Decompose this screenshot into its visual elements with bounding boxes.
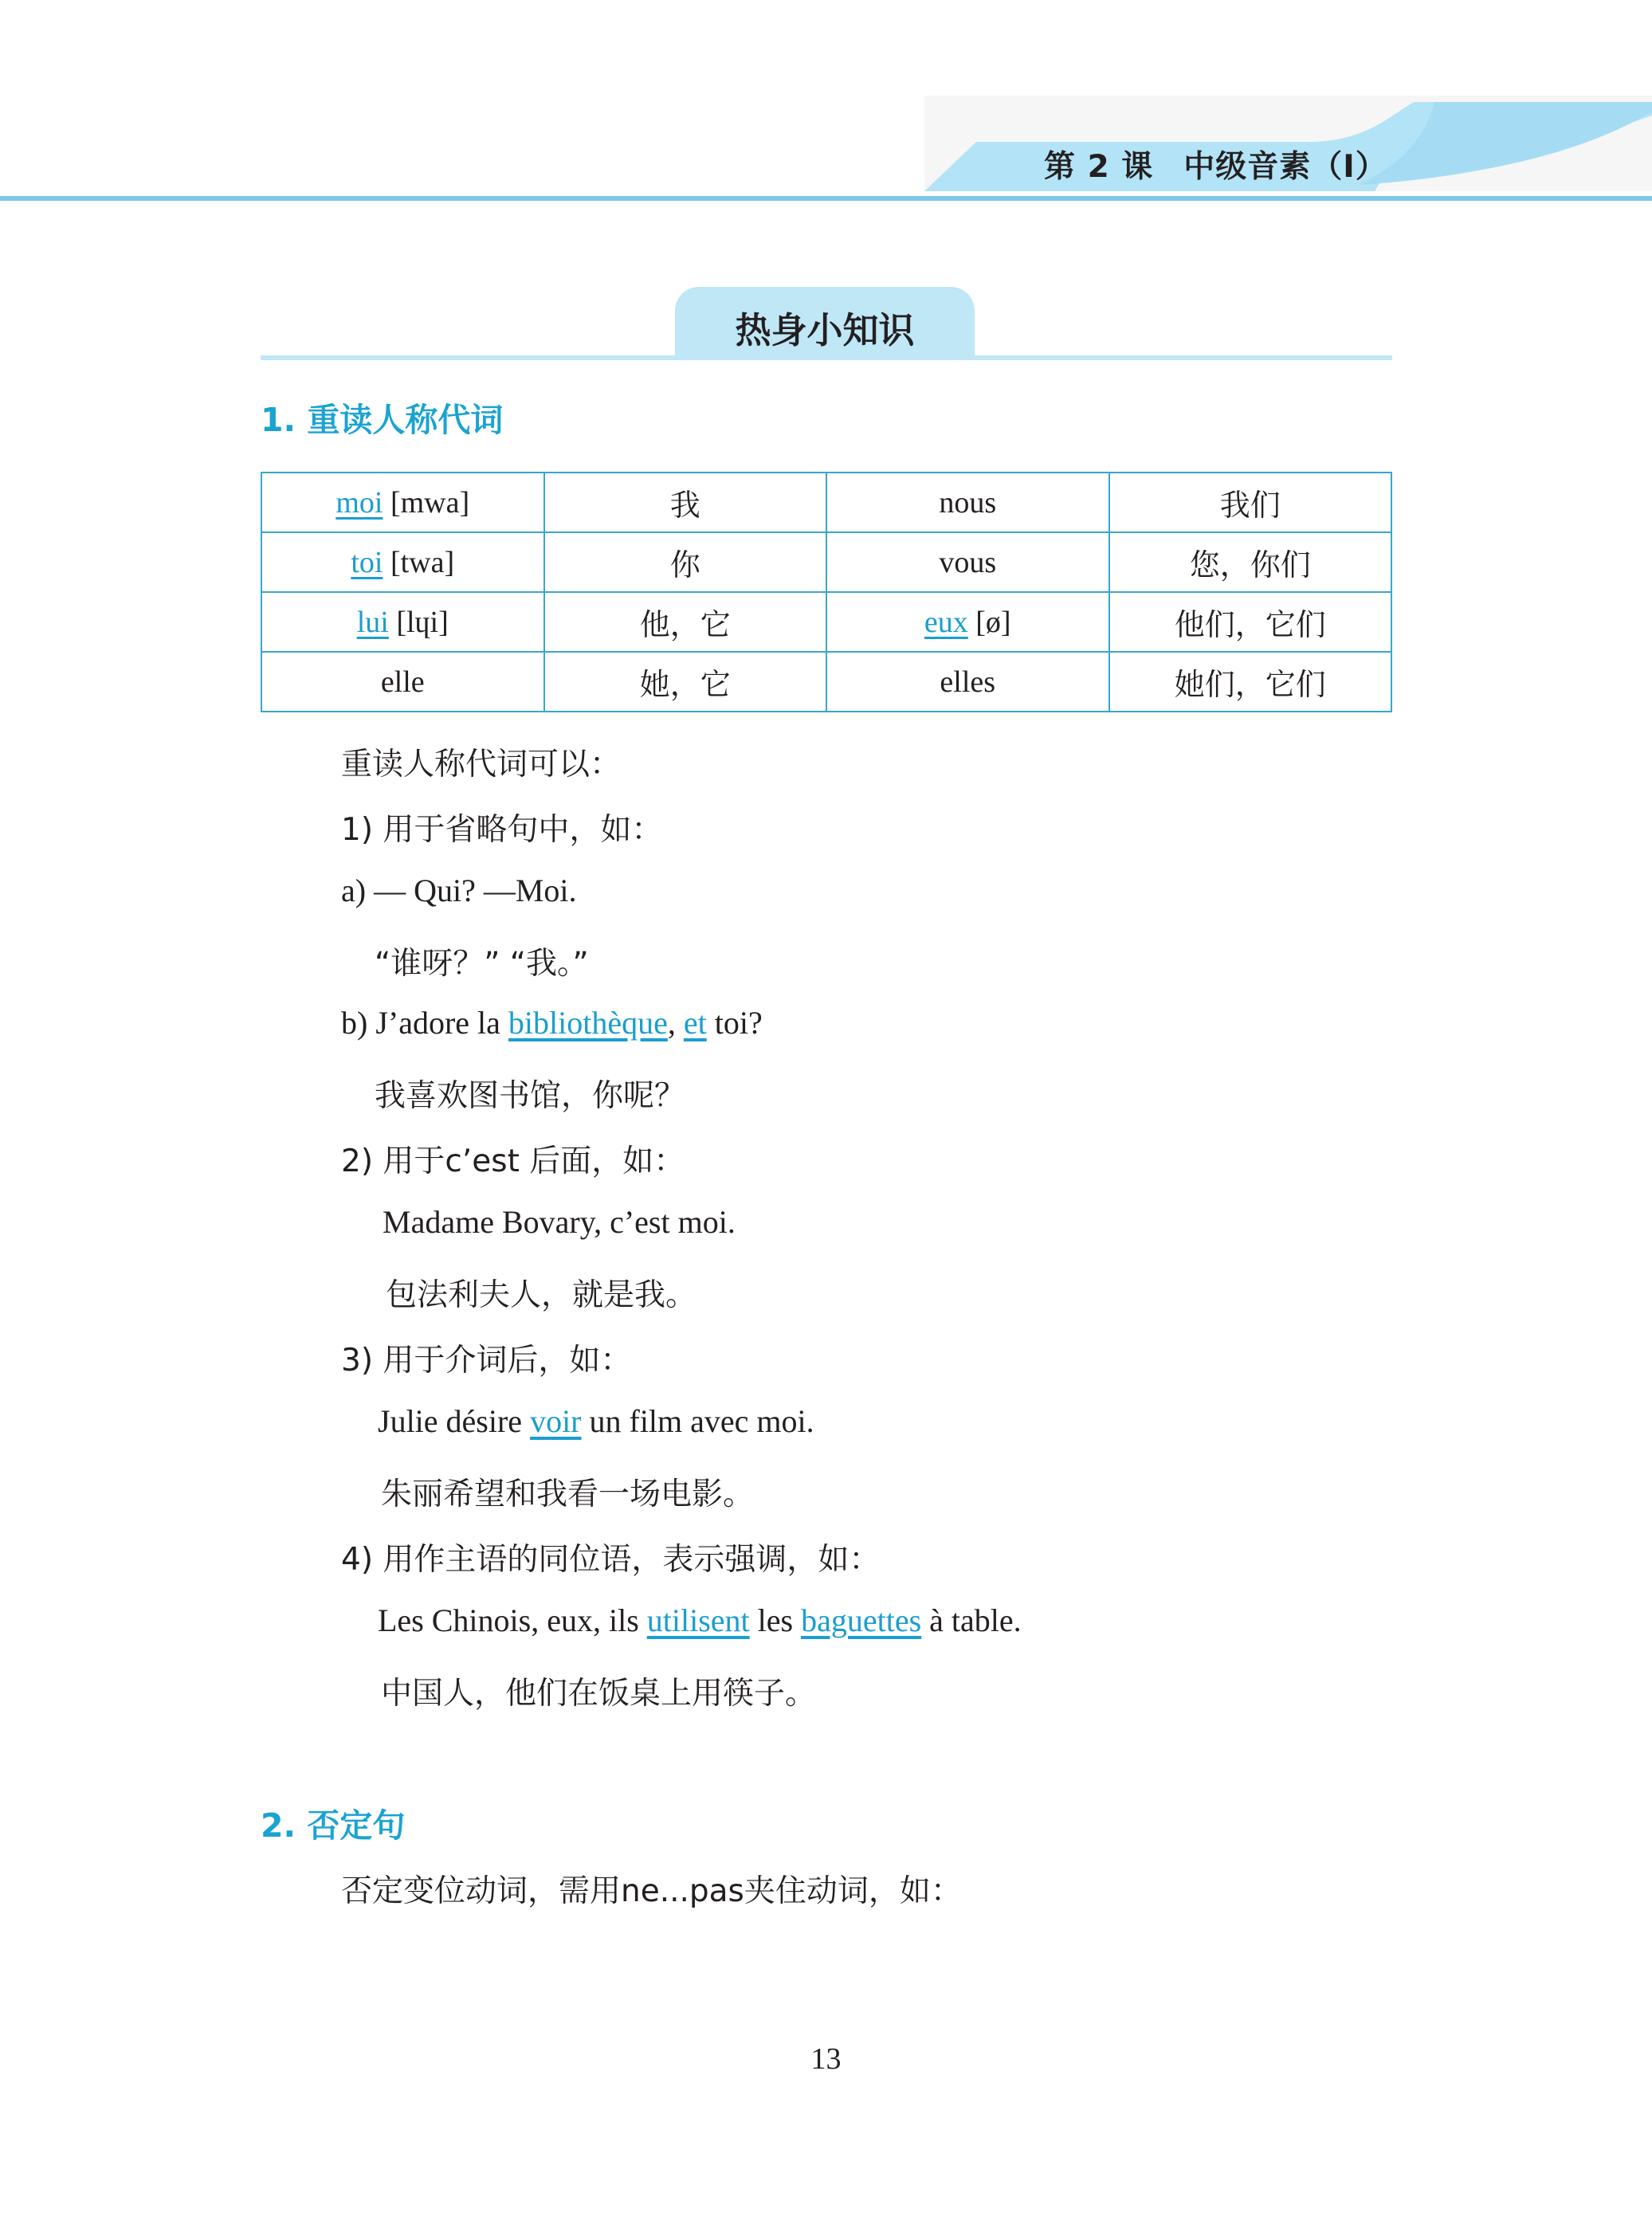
section-2-heading: 2. 否定句 (261, 1806, 406, 1845)
vocab-link-toi[interactable]: toi (351, 545, 383, 579)
table-cell: 他，它 (544, 592, 827, 652)
table-cell (826, 592, 1109, 652)
table-cell: elle (261, 652, 544, 712)
table-cell: 你 (544, 532, 827, 592)
example-b (341, 1004, 763, 1041)
table-row (261, 532, 1391, 592)
table-row (261, 473, 1391, 532)
example-3-translation: 朱丽希望和我看一场电影。 (381, 1477, 755, 1512)
usage-4: 4) 用作主语的同位语，表示强调，如： (341, 1542, 881, 1578)
vocab-link-bibliotheque[interactable]: bibliothèque (508, 1005, 668, 1041)
vocab-link-voir[interactable]: voir (530, 1403, 582, 1439)
table-cell: nous (826, 473, 1109, 532)
example-b-text: , (667, 1005, 684, 1041)
example-2: Madame Bovary, c’est moi. (383, 1204, 736, 1240)
table-cell (261, 473, 544, 532)
example-4-translation: 中国人，他们在饭桌上用筷子。 (381, 1676, 817, 1712)
table-cell: 他们，它们 (1109, 592, 1392, 652)
table-cell: 她，它 (544, 652, 827, 712)
example-3 (378, 1402, 814, 1440)
negation-intro: 否定变位动词，需用ne...pas夹住动词，如： (341, 1873, 962, 1909)
phonetic: [twa] (383, 545, 455, 579)
example-2-translation: 包法利夫人，就是我。 (386, 1277, 697, 1313)
pronoun-table (261, 472, 1392, 712)
example-4-text: à table. (921, 1602, 1022, 1638)
vocab-link-moi[interactable]: moi (336, 485, 383, 520)
table-row (261, 652, 1391, 712)
table-cell: vous (826, 532, 1109, 592)
usage-3: 3) 用于介词后，如： (341, 1343, 632, 1379)
example-4-text: Les Chinois, eux, ils (378, 1602, 647, 1638)
running-header (1044, 142, 1387, 193)
table-cell: 我们 (1109, 473, 1392, 532)
warmup-tab (675, 287, 975, 359)
phonetic: [mwa] (383, 485, 470, 520)
table-cell (261, 532, 544, 592)
table-cell: elles (826, 652, 1109, 712)
header-band (0, 0, 1652, 207)
warmup-divider (261, 355, 1392, 360)
vocab-link-eux[interactable]: eux (924, 605, 968, 639)
vocab-link-lui[interactable]: lui (356, 605, 389, 639)
table-cell: 您，你们 (1109, 532, 1392, 592)
example-a-translation: “谁呀？” “我。” (375, 946, 589, 982)
lesson-number: 第 2 课 (1044, 149, 1154, 185)
example-a: a) — Qui? —Moi. (341, 873, 577, 908)
usage-intro: 重读人称代词可以： (341, 747, 622, 782)
lesson-topic: 中级音素（I） (1183, 149, 1387, 185)
example-4-text: les (749, 1602, 802, 1638)
warmup-title: 热身小知识 (735, 309, 915, 351)
vocab-link-utilisent[interactable]: utilisent (646, 1602, 750, 1638)
example-4 (378, 1602, 1022, 1639)
table-cell: 我 (544, 473, 827, 532)
example-b-text: b) J’adore la (341, 1005, 508, 1041)
usage-2: 2) 用于c’est 后面，如： (341, 1143, 685, 1179)
table-cell: 她们，它们 (1109, 652, 1392, 712)
phonetic: [lɥi] (388, 605, 449, 639)
example-b-translation: 我喜欢图书馆，你呢？ (375, 1078, 686, 1114)
example-3-text: un film avec moi. (581, 1403, 814, 1439)
table-cell (261, 592, 544, 652)
example-b-text: toi? (706, 1005, 763, 1041)
vocab-link-baguettes[interactable]: baguettes (801, 1602, 922, 1638)
usage-1: 1) 用于省略句中，如： (341, 812, 663, 848)
page-number: 13 (810, 2042, 842, 2076)
phonetic: [ø] (967, 605, 1011, 639)
example-3-text: Julie désire (378, 1403, 531, 1439)
section-1-heading: 1. 重读人称代词 (261, 401, 504, 439)
table-row (261, 592, 1391, 652)
vocab-link-et[interactable]: et (683, 1005, 707, 1041)
